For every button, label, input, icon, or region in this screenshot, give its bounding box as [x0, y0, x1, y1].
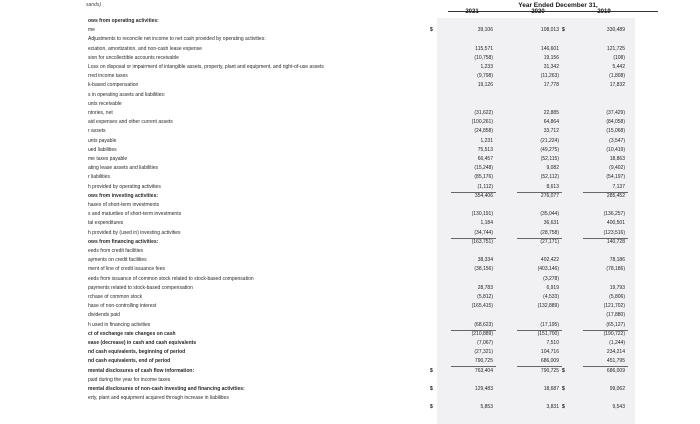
- value-2019: 451,795: [606, 358, 625, 365]
- value-2019: (108): [613, 54, 625, 61]
- value-2019: 7,137: [612, 183, 625, 190]
- value-2021: 38,334: [477, 257, 493, 264]
- value-2020: (403,146): [537, 266, 559, 273]
- value-2019: 18,863: [609, 156, 625, 162]
- row-label: eeds from issuance of common stock related to stock-based compensation: [88, 275, 254, 282]
- row-label: rred income taxes: [88, 73, 128, 80]
- statement-row: [0, 377, 700, 384]
- row-label: ating lease assets and liabilities: [88, 165, 159, 172]
- value-2019: (65,127): [606, 321, 625, 328]
- row-label: rchase of common stock: [88, 294, 143, 300]
- value-2021: (165,415): [471, 303, 493, 310]
- statement-row: [0, 184, 700, 191]
- value-2021: 75,513: [477, 146, 493, 153]
- value-2021: (15,248): [474, 165, 493, 172]
- statement-row: [0, 395, 700, 402]
- value-2021: (38,156): [474, 266, 493, 273]
- value-2020: (4,533): [543, 294, 559, 300]
- value-2021: (163,751): [471, 238, 493, 245]
- statement-row: [0, 312, 700, 319]
- row-label: nd cash equivalents, beginning of period: [88, 349, 186, 356]
- row-label: ment of line of credit issuance fees: [88, 266, 165, 273]
- row-label: hase of non-controlling interest: [88, 303, 157, 310]
- row-label: aid expenses and other current assets: [88, 119, 173, 126]
- statement-row: [0, 46, 700, 53]
- row-label: mental disclosures of cash flow information:: [88, 367, 195, 374]
- year-2020-header: 2020: [531, 9, 545, 15]
- value-2019: (9,402): [609, 165, 625, 172]
- row-label: eeds from credit facilities: [88, 248, 144, 254]
- value-2021: 763,404: [474, 367, 493, 374]
- statement-row: [0, 55, 700, 62]
- value-2020: 18,687: [543, 386, 559, 392]
- statement-row: [0, 285, 700, 292]
- value-2020: (35,044): [540, 211, 559, 218]
- dollar-sign: $: [430, 367, 433, 374]
- dollar-sign: $: [562, 27, 565, 34]
- value-2019: (136,257): [603, 211, 625, 218]
- row-label: paid during the year for income taxes: [88, 376, 171, 383]
- dollar-sign: $: [430, 404, 433, 411]
- statement-row: [0, 358, 700, 365]
- value-2021: (85,176): [474, 174, 493, 181]
- row-label: h used in financing activities: [88, 321, 151, 328]
- value-2021: (210,889): [471, 330, 493, 337]
- value-2021: (31,622): [474, 110, 493, 116]
- value-2020: (11,263): [540, 73, 559, 80]
- value-2019: (78,186): [606, 266, 625, 273]
- statement-row: [0, 340, 700, 347]
- statement-row: [0, 174, 700, 181]
- value-2020: 7,510: [546, 340, 559, 346]
- statement-row: [0, 82, 700, 89]
- statement-row: [0, 257, 700, 264]
- statement-row: [0, 404, 700, 411]
- row-label: hases of short-term investments: [88, 202, 160, 208]
- value-2021: 5,853: [480, 404, 493, 411]
- value-2019: 99,062: [609, 386, 625, 392]
- value-2019: (1,808): [609, 73, 625, 80]
- value-2019: 686,009: [606, 367, 625, 374]
- value-2020: (27,171): [540, 238, 559, 245]
- value-2019: 78,186: [609, 257, 625, 264]
- value-2019: 234,214: [606, 349, 625, 356]
- value-2019: (3,547): [609, 137, 625, 144]
- row-label: unts receivable: [88, 100, 122, 107]
- row-label: s in operating assets and liabilities:: [88, 91, 166, 98]
- value-2020: 686,009: [540, 358, 559, 365]
- row-label: ows from operating activities:: [88, 18, 159, 24]
- statement-row: [0, 156, 700, 163]
- value-2019: (190,722): [603, 330, 625, 337]
- row-label: tal expenditures: [88, 220, 124, 227]
- statement-row: [0, 73, 700, 80]
- value-2020: 17,778: [543, 82, 559, 89]
- value-2020: 146,601: [540, 45, 559, 52]
- value-2020: 8,613: [546, 183, 559, 190]
- row-label: h provided by (used in) investing activities: [88, 229, 181, 236]
- value-2020: (49,275): [540, 146, 559, 153]
- statement-row: [0, 18, 700, 25]
- value-2019: (54,197): [606, 174, 625, 181]
- row-label: erty, plant and equipment acquired through increase in liabilities: [88, 395, 229, 402]
- statement-row: [0, 202, 700, 209]
- row-label: k-based compensation: [88, 82, 139, 89]
- dollar-sign: $: [562, 404, 565, 411]
- value-2021: 39,106: [477, 27, 493, 34]
- statement-row: [0, 322, 700, 329]
- statement-row: [0, 110, 700, 117]
- value-2020: (52,115): [540, 156, 559, 162]
- statement-row: [0, 128, 700, 135]
- value-2019: 5,442: [612, 64, 625, 70]
- value-2019: (15,068): [606, 128, 625, 135]
- statement-row: [0, 147, 700, 154]
- value-2020: 276,077: [540, 192, 559, 199]
- value-2021: 790,725: [474, 358, 493, 365]
- row-label: ayments on credit facilities: [88, 257, 147, 264]
- value-2020: 3,831: [546, 404, 559, 411]
- statement-row: [0, 92, 700, 99]
- year-2021-header: 2021: [465, 9, 479, 15]
- value-2021: (130,191): [471, 211, 493, 218]
- value-2021: (1,112): [477, 183, 493, 190]
- row-label: dividends paid: [88, 312, 120, 319]
- value-2021: 28,783: [477, 284, 493, 291]
- value-2021: (68,623): [474, 321, 493, 328]
- statement-row: [0, 165, 700, 172]
- value-2019: 400,501: [606, 220, 625, 227]
- statement-row: [0, 368, 700, 375]
- statement-row: [0, 386, 700, 393]
- value-2020: 36,631: [543, 220, 559, 227]
- statement-row: [0, 193, 700, 200]
- year-2019-header: 2019: [597, 9, 611, 15]
- value-2019: (84,058): [606, 119, 625, 126]
- value-2021: (10,758): [474, 54, 493, 61]
- statement-row: [0, 138, 700, 145]
- value-2021: 1,233: [480, 64, 493, 70]
- value-2020: 402,422: [540, 257, 559, 264]
- statement-row: [0, 211, 700, 218]
- value-2020: 22,885: [543, 110, 559, 116]
- statement-row: [0, 101, 700, 108]
- value-2019: (123,516): [603, 229, 625, 236]
- period-header: Year Ended December 31,: [518, 2, 598, 9]
- statement-row: [0, 266, 700, 273]
- row-label: ct of exchange rate changes on cash: [88, 330, 176, 337]
- value-2021: 1,231: [480, 137, 493, 144]
- value-2020: (21,224): [540, 137, 559, 144]
- value-2020: 108,013: [540, 27, 559, 34]
- statement-row: [0, 36, 700, 43]
- value-2021: 354,406: [474, 192, 493, 199]
- value-2021: 66,457: [477, 156, 493, 162]
- statement-row: [0, 27, 700, 34]
- statement-row: [0, 331, 700, 338]
- dollar-sign: $: [430, 27, 433, 34]
- statement-row: [0, 248, 700, 255]
- value-2020: 31,342: [543, 64, 559, 70]
- statement-row: [0, 119, 700, 126]
- value-2019: (1,244): [609, 340, 625, 346]
- value-2020: (132,889): [537, 303, 559, 310]
- value-2021: (7,067): [477, 340, 493, 346]
- value-2020: 104,716: [540, 349, 559, 356]
- value-2019: (37,429): [606, 110, 625, 116]
- value-2020: 19,156: [543, 54, 559, 61]
- value-2020: 33,712: [543, 128, 559, 135]
- row-label: r liabilities: [88, 174, 110, 181]
- row-label: eciation, amortization, and non-cash lease expense: [88, 45, 202, 52]
- statement-row: [0, 220, 700, 227]
- value-2019: 19,793: [609, 284, 625, 291]
- row-label: me: [88, 27, 95, 34]
- value-2020: 790,725: [540, 367, 559, 374]
- value-2019: (17,880): [606, 312, 625, 319]
- value-2020: (151,700): [537, 330, 559, 337]
- value-2020: (28,758): [540, 229, 559, 236]
- value-2019: (10,419): [606, 146, 625, 153]
- row-label: s and maturities of short-term investments: [88, 211, 182, 218]
- statement-row: [0, 276, 700, 283]
- value-2021: (5,812): [477, 294, 493, 300]
- value-2021: (24,858): [474, 128, 493, 135]
- value-2019: 9,543: [612, 404, 625, 411]
- dollar-sign: $: [562, 367, 565, 374]
- dollar-sign: $: [562, 386, 565, 392]
- value-2020: (52,112): [540, 174, 559, 181]
- value-2021: 129,483: [474, 386, 493, 392]
- value-2019: 285,452: [606, 192, 625, 199]
- row-label: sion for uncollectible accounts receivable: [88, 54, 179, 61]
- value-2020: 9,082: [546, 165, 559, 172]
- statement-row: [0, 64, 700, 71]
- row-label: unts payable: [88, 137, 117, 144]
- row-label: Loss on disposal or impairment of intangible assets, property, plant and equipment, and right-of-use assets: [88, 64, 324, 70]
- value-2019: 140,728: [606, 238, 625, 245]
- value-2021: (27,321): [474, 349, 493, 356]
- value-2020: 64,864: [543, 119, 559, 126]
- value-2021: (34,744): [474, 229, 493, 236]
- units-label: sands): [86, 2, 102, 8]
- row-label: ued liabilities: [88, 146, 117, 153]
- value-2019: 330,489: [606, 27, 625, 34]
- row-label: r assets: [88, 128, 106, 135]
- statement-row: [0, 239, 700, 246]
- value-2021: (9,798): [477, 73, 493, 80]
- value-2019: 17,832: [609, 82, 625, 89]
- value-2019: (121,702): [603, 303, 625, 310]
- dollar-sign: $: [430, 386, 433, 392]
- row-label: ntories, net: [88, 110, 113, 116]
- value-2019: (5,806): [609, 294, 625, 300]
- row-label: h provided by operating activities: [88, 183, 161, 190]
- value-2021: 115,571: [475, 45, 493, 52]
- row-label: ows from investing activities:: [88, 192, 159, 199]
- row-label: me taxes payable: [88, 156, 128, 162]
- row-label: ease (decrease) in cash and cash equivalents: [88, 340, 197, 346]
- row-label: payments related to stock-based compensation: [88, 284, 193, 291]
- row-label: nd cash equivalents, end of period: [88, 358, 171, 365]
- statement-row: [0, 303, 700, 310]
- value-2021: 19,126: [477, 82, 493, 89]
- statement-row: [0, 349, 700, 356]
- value-2021: 1,184: [480, 220, 493, 227]
- value-2019: 121,725: [606, 45, 625, 52]
- value-2020: 6,919: [546, 284, 559, 291]
- row-label: Adjustments to reconcile net income to net cash provided by operating activities:: [88, 36, 266, 43]
- statement-row: [0, 230, 700, 237]
- value-2021: (100,261): [471, 119, 493, 126]
- statement-row: [0, 294, 700, 301]
- value-2020: (17,195): [540, 321, 559, 328]
- value-2020: (3,278): [543, 275, 559, 282]
- row-label: ows from financing activities:: [88, 238, 159, 245]
- row-label: mental disclosures of non-cash investing and financing activities:: [88, 386, 245, 392]
